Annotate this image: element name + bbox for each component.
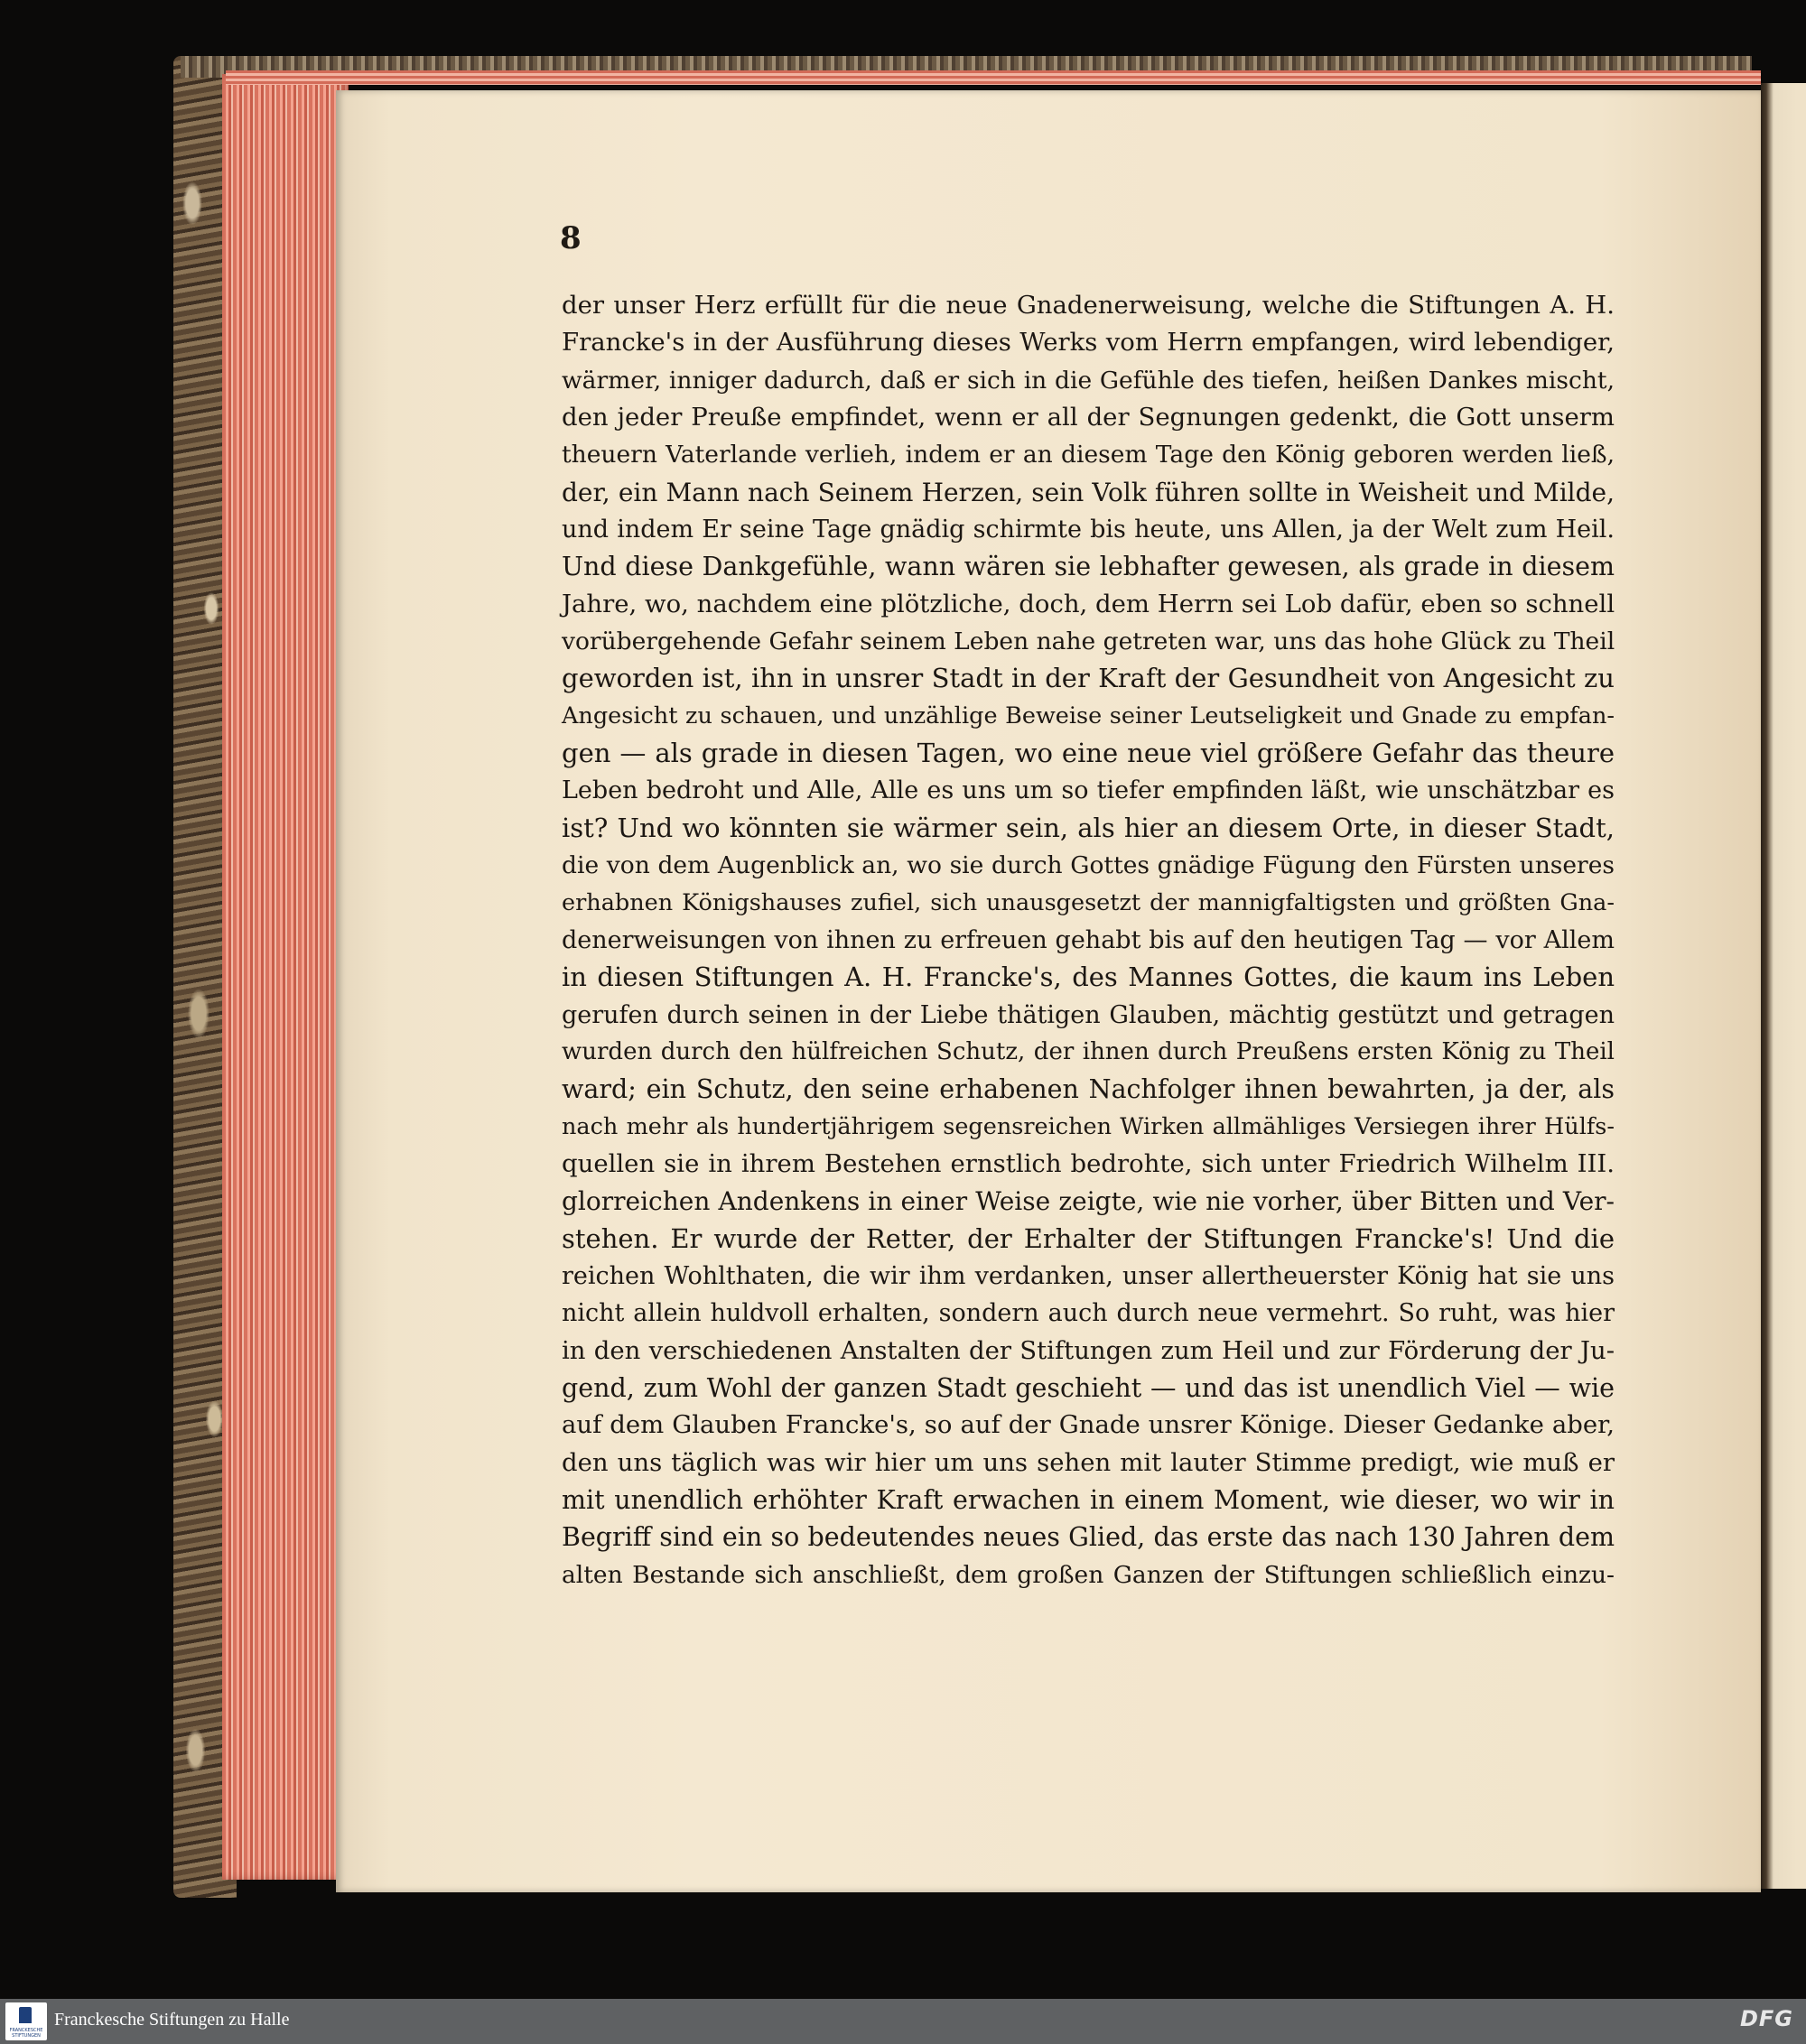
- logo-text: FRANCKESCHE STIFTUNGEN: [9, 2028, 43, 2039]
- text-line: in diesen Stiftungen A. H. Francke's, des Mannes Gottes, die kaum ins Leben: [562, 962, 1615, 993]
- text-line: die von dem Augenblick an, wo sie durch Gottes gnädige Fügung den Fürsten unseres: [562, 851, 1615, 880]
- text-line: nach mehr als hundertjährigem segensreichen Wirken allmähliges Versiegen ihrer Hülfs-: [562, 1112, 1615, 1140]
- page-number: 8: [560, 220, 582, 256]
- text-line: auf dem Glauben Francke's, so auf der Gnade unsrer Könige. Dieser Gedanke aber,: [562, 1410, 1615, 1440]
- text-line: gerufen durch seinen in der Liebe thätigen Glauben, mächtig gestützt und getragen: [562, 1000, 1615, 1029]
- text-line: Leben bedroht und Alle, Alle es uns um so tiefer empfinden läßt, wie unschätzbar es: [562, 776, 1615, 805]
- text-line: der unser Herz erfüllt für die neue Gnadenerweisung, welche die Stiftungen A. H.: [562, 291, 1615, 320]
- footer-bar: [0, 1999, 1806, 2044]
- text-line: Begriff sind ein so bedeutendes neues Glied, das erste das nach 130 Jahren dem: [562, 1522, 1615, 1553]
- text-line: Und diese Dankgefühle, wann wären sie lebhafter gewesen, als grade in diesem: [562, 552, 1615, 582]
- text-line: stehen. Er wurde der Retter, der Erhalter der Stiftungen Francke's! Und die: [562, 1222, 1615, 1254]
- text-line: denerweisungen von ihnen zu erfreuen gehabt bis auf den heutigen Tag — vor Allem: [562, 925, 1615, 954]
- text-line: vorübergehende Gefahr seinem Leben nahe getreten war, uns das hohe Glück zu Theil: [562, 627, 1615, 656]
- text-line: den uns täglich was wir hier um uns sehen mit lauter Stimme predigt, wie muß er: [562, 1447, 1615, 1477]
- text-line: quellen sie in ihrem Bestehen ernstlich bedrohte, sich unter Friedrich Wilhelm III.: [562, 1148, 1615, 1178]
- page-edges-red: [222, 74, 349, 1880]
- page-text-block: [562, 287, 1615, 1593]
- text-line: Angesicht zu schauen, und unzählige Beweise seiner Leutseligkeit und Gnade zu empfan-: [562, 701, 1615, 729]
- text-line: mit unendlich erhöhter Kraft erwachen in einem Moment, wie dieser, wo wir in: [562, 1485, 1615, 1515]
- text-line: reichen Wohlthaten, die wir ihm verdanken, unser allertheuerster König hat sie uns: [562, 1261, 1615, 1290]
- institution-logo[interactable]: [5, 2002, 47, 2040]
- text-line: Jahre, wo, nachdem eine plötzliche, doch, dem Herrn sei Lob dafür, eben so schnell: [562, 589, 1615, 618]
- text-line: der, ein Mann nach Seinem Herzen, sein Volk führen sollte in Weisheit und Milde,: [562, 477, 1615, 507]
- dfg-logo[interactable]: DFG: [1739, 2006, 1793, 2031]
- text-line: wurden durch den hülfreichen Schutz, der ihnen durch Preußens ersten König zu Theil: [562, 1037, 1615, 1065]
- text-line: wärmer, inniger dadurch, daß er sich in die Gefühle des tiefen, heißen Dankes mischt,: [562, 366, 1615, 395]
- text-line: glorreichen Andenkens in einer Weise zeigte, wie nie vorher, über Bitten und Ver-: [562, 1186, 1615, 1217]
- text-line: nicht allein huldvoll erhalten, sondern auch durch neue vermehrt. So ruht, was hier: [562, 1299, 1615, 1328]
- text-line: in den verschiedenen Anstalten der Stiftungen zum Heil und zur Förderung der Ju-: [562, 1335, 1615, 1365]
- text-line: geworden ist, ihn in unsrer Stadt in der Kraft der Gesundheit von Angesicht zu: [562, 663, 1615, 694]
- text-line: gen — als grade in diesen Tagen, wo eine neue viel größere Gefahr das theure: [562, 738, 1615, 769]
- institution-name[interactable]: Franckesche Stiftungen zu Halle: [54, 2010, 290, 2030]
- text-line: alten Bestande sich anschließt, dem großen Ganzen der Stiftungen schließlich einzu-: [562, 1560, 1615, 1589]
- text-line: Francke's in der Ausführung dieses Werks vom Herrn empfangen, wird lebendiger,: [562, 328, 1615, 358]
- text-line: theuern Vaterlande verlieh, indem er an diesem Tage den König geboren werden ließ,: [562, 441, 1615, 469]
- text-line: und indem Er seine Tage gnädig schirmte bis heute, uns Allen, ja der Welt zum Heil.: [562, 516, 1615, 544]
- text-line: ward; ein Schutz, den seine erhabenen Nachfolger ihnen bewahrten, ja der, als: [562, 1074, 1615, 1105]
- text-line: ist? Und wo könnten sie wärmer sein, als hier an diesem Orte, in dieser Stadt,: [562, 812, 1615, 843]
- text-line: gend, zum Wohl der ganzen Stadt geschieht — und das ist unendlich Viel — wie: [562, 1372, 1615, 1403]
- facing-page-sliver: [1761, 83, 1806, 1889]
- text-line: den jeder Preuße empfindet, wenn er all der Segnungen gedenkt, die Gott unserm: [562, 403, 1615, 432]
- page-edges-top: [226, 70, 1761, 85]
- text-line: erhabnen Königshauses zufiel, sich unausgesetzt der mannigfaltigsten und größten Gna-: [562, 888, 1615, 916]
- building-icon: [19, 2007, 32, 2023]
